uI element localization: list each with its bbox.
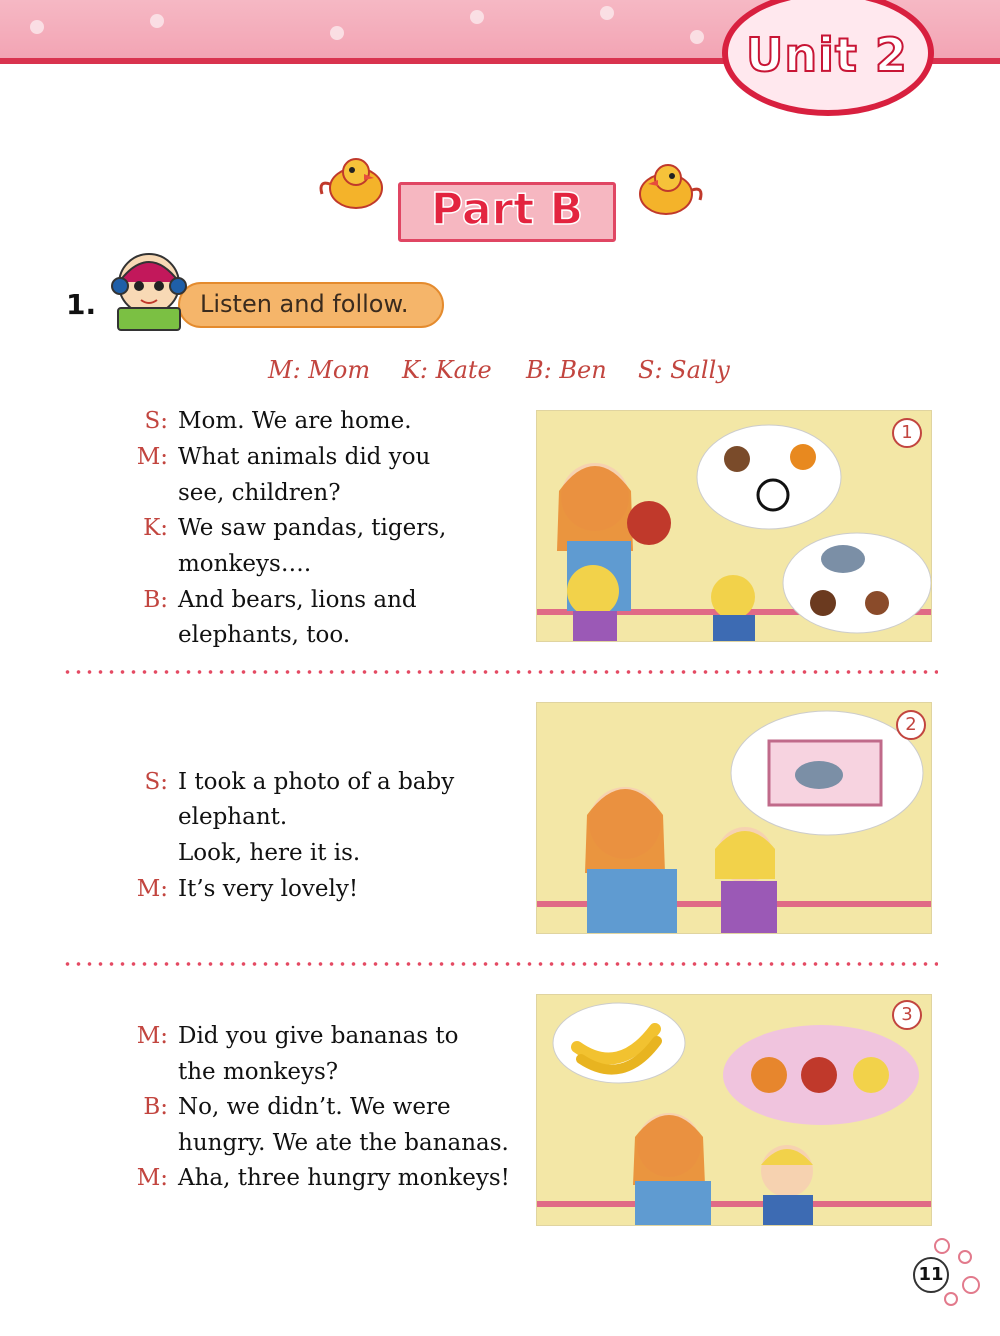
dialogue-line: Did you give bananas to bbox=[178, 1023, 459, 1049]
dialogue-line: No, we didn’t. We were bbox=[178, 1094, 451, 1120]
paw-print-decoration bbox=[150, 14, 164, 28]
speaker-label: S: bbox=[144, 408, 168, 434]
panel-number-badge: 1 bbox=[892, 418, 922, 448]
dialogue-line: monkeys…. bbox=[178, 551, 312, 577]
girl-headphones-icon bbox=[104, 242, 194, 334]
dialogue-line: Mom. We are home. bbox=[178, 408, 412, 434]
speaker-label: M: bbox=[136, 444, 168, 470]
dialogue-line: elephants, too. bbox=[178, 622, 351, 648]
ring-decoration bbox=[944, 1292, 958, 1306]
speaker-label: S: bbox=[144, 769, 168, 795]
paw-print-decoration bbox=[600, 6, 614, 20]
ring-decoration bbox=[934, 1238, 950, 1254]
ring-decoration bbox=[962, 1276, 980, 1294]
section-number: 1. bbox=[66, 288, 97, 321]
dotted-divider bbox=[62, 670, 938, 674]
paw-print-decoration bbox=[30, 20, 44, 34]
speaker-label: M: bbox=[136, 1023, 168, 1049]
legend-item-mom: M: Mom bbox=[268, 356, 371, 384]
illustration-panel-1 bbox=[536, 410, 932, 642]
dialogue-line: hungry. We ate the bananas. bbox=[178, 1130, 509, 1156]
dialogue-line: We saw pandas, tigers, bbox=[178, 515, 447, 541]
dialogue-line: Look, here it is. bbox=[178, 840, 361, 866]
paw-print-decoration bbox=[690, 30, 704, 44]
dialogue-line: the monkeys? bbox=[178, 1059, 339, 1085]
instruction-text: Listen and follow. bbox=[200, 290, 409, 318]
legend-item-ben: B: Ben bbox=[526, 356, 607, 384]
dialogue-line: And bears, lions and bbox=[178, 587, 417, 613]
illustration-panel-3 bbox=[536, 994, 932, 1226]
legend-item-sally: S: Sally bbox=[638, 356, 730, 384]
ring-decoration bbox=[958, 1250, 972, 1264]
panel-number-badge: 2 bbox=[896, 710, 926, 740]
part-heading: Part B bbox=[430, 184, 584, 235]
speaker-label: K: bbox=[143, 515, 168, 541]
dialogue-line: What animals did you bbox=[178, 444, 431, 470]
paw-print-decoration bbox=[470, 10, 484, 24]
speaker-label: B: bbox=[143, 1094, 168, 1120]
speaker-label: B: bbox=[143, 587, 168, 613]
speaker-label: M: bbox=[136, 1165, 168, 1191]
bird-right-icon bbox=[626, 158, 706, 220]
unit-title: Unit 2 bbox=[746, 28, 908, 82]
paw-print-decoration bbox=[330, 26, 344, 40]
dialogue-line: I took a photo of a baby bbox=[178, 769, 455, 795]
bird-left-icon bbox=[316, 150, 396, 216]
panel-number-badge: 3 bbox=[892, 1000, 922, 1030]
illustration-panel-2 bbox=[536, 702, 932, 934]
legend-item-kate: K: Kate bbox=[402, 356, 492, 384]
dialogue-line: elephant. bbox=[178, 804, 288, 830]
speaker-label: M: bbox=[136, 876, 168, 902]
dialogue-line: It’s very lovely! bbox=[178, 876, 359, 902]
dialogue-line: Aha, three hungry monkeys! bbox=[178, 1165, 510, 1191]
dotted-divider bbox=[62, 962, 938, 966]
page-number: 11 bbox=[913, 1257, 949, 1293]
dialogue-line: see, children? bbox=[178, 480, 341, 506]
